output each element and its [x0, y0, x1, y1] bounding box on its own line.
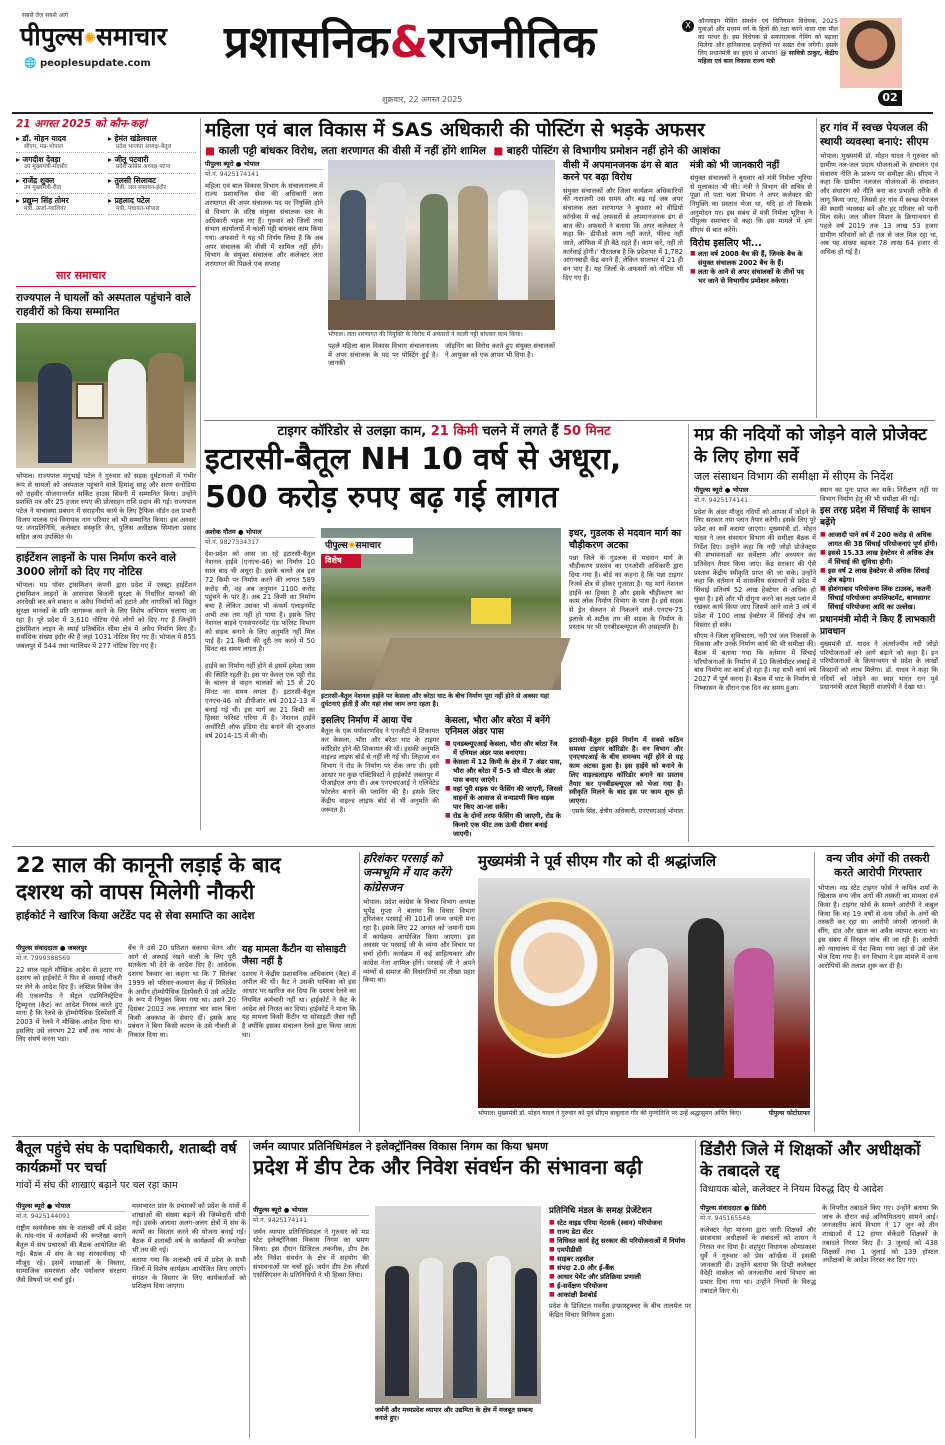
sas-subheads [205, 144, 721, 158]
who-where-name: ▸ हेमंत खंडेलवाल [108, 134, 157, 144]
who-where-entry [108, 196, 196, 215]
nh-col-5-text: पन्ना जिले के गुडलक से मदवान मार्ग के चौड़ीकरण प्रस्ताव का एनओसी अधिकारी द्वारा दिया गया है। बोर्ड का कहना है कि पन्ना टाइगर रिजर्व क्षेत्र से होकर गुजरता है। यह मार्ग नेशनल हाईवे का हिस्सा है और इसके चौड़ीकरण का काम लोक निर्माण विभाग के पास है। इसे सड़क से ड्रेन सेक्शन से निकलने वाले एनएच-75 इलाके से सटीक तय की सड़क के निर्माण के प्रस्ताव पर भी एनबीडब्ल्यूएल की असहमति है। [569, 553, 683, 632]
german-presentation-item: ■ स्टेट वाइड एरिया नेटवर्क (स्वान) परियोजना [549, 1219, 691, 1228]
saar-body-1: भोपाल। राज्यपाल मंगुभाई पटेल ने गुरुवार को सड़क दुर्घटनाओं में गंभीर रूप से घायलों को अस्पताल पहुंचाने वाले हिमांशु साहू और सरण सनोडिया को राहवीर योजनान्तर्गत सर्किट हाउस सिवनी में सम्मानित किया। उन्होंने प्रशस्ति पत्र और 25 हजार रुपए की प्रोत्साहन राशि प्रदान की गई। राज्यपाल पटेल ने याचाक्या प्रबंधन में सराहनीय कार्य के लिए ट्रैफिक वॉर्डन दल प्रभारी विजय मालक एवं विनायक नाग परिवार को भी सम्मानित किया। इस अवसर पर जनप्रतिनिधि, कलेक्टर संस्कृति जैन, पुलिस अधीक्षक सिमाला प्रसाद सहित अन्य उपस्थित थे। [16, 472, 196, 542]
rivers-deck: जल संसाधन विभाग की समीक्षा में सीएम के निर्देश [694, 470, 894, 484]
nh-underpass-item: ■ एनडब्ल्यूएआई केसला, भौरा और बरेठा रेंज में एनिमल अंडर पास बनाएगा। [445, 740, 563, 758]
who-where-title: 21 अगस्त 2025 को कौन-कहां [16, 118, 147, 130]
website-link[interactable] [24, 58, 151, 71]
nh-col-3-head: इसलिए निर्माण में आया पेंच [321, 716, 412, 726]
quote-text: ऑनलाइन मेमिंग संवर्धन एवं विनियमन विधेयक, 2025 युवाओं और मध्यम वर्ग के हितों की रक्षा करने वाला एक मील का पत्थर है। इस विधेयक से सकारात्मक गेमिंग को बढ़ावा मिलेगा और हानिकारक प्रवृत्तियों पर सख्त रोक लगेगी। इसके लिए प्रधानमंत्री का हृदय से आभार! @ सावित्री ठाकुर, केंद्रीय महिला एवं बाल विकास राज्य मंत्री [698, 18, 838, 66]
nh-photo-caption: इटारसी-बैतूल नेशनल हाईवे पर केसला और बरेठा घाट के बीच निर्माण पूरा नहीं होने से अक्सर यहां दुर्घटनाएं होती हैं और यहां लंबा जाम लगा रहता है। [321, 692, 549, 708]
case22-headline-1: 22 साल की कानूनी लड़ाई के बाद [16, 853, 281, 877]
nh-col-2: हाईवे का निर्माण नहीं होने से इसमें हमेशा जाम की स्थिति रहती है। इस पर केवल एक पट्टी रोड के चालन से वाहन चालकों को 15 से 20 मिनट का समय लगता है। इटारसी-बैतूल एनएच-46 को डीपीआर वर्ष 2012-13 में बनाई गई थी। इस मार्ग का 21 किमी का हिस्सा फॉरेस्ट एरिया में है। नेशनल हाईवे अथॉरिटी ऑफ इंडिया रोड बनाने की शुरुआत वर्ष 2014-15 में की थी। [205, 662, 315, 740]
date-line: शुक्रवार, 22 अगस्त 2025 [382, 95, 463, 104]
sangh-col-2 [132, 1202, 246, 1438]
german-col-end: प्रदेश के डिजिटल गवर्नेंस इन्फ्रास्ट्रक्चर के बीच तालमेल पर केंद्रित विचार विनिमय हुआ। [549, 1302, 691, 1319]
rivers-col-4-text: मुख्यमंत्री डॉ. यादव ने अंतर्राज्यीय नदी जोड़ो परियोजनाओं को आगे बढ़ाने को कहा है। इन परियोजनाओं के क्रियान्वयन से प्रदेश के लाखों किसानों को लाभ मिलेगा। डॉ. यादव ने कहा कि नदियों को जोड़ने का स्वप्न भारत रत्न पूर्व प्रधानमंत्री अटल बिहारी वाजपेयी ने देखा था। [820, 639, 938, 692]
who-where-name: ▸ जगदीश देवड़ा [16, 154, 61, 164]
nh-kicker-a: टाइगर कॉरिडोर से उलझा काम, [277, 424, 427, 439]
masthead [12, 10, 937, 110]
who-where-place: मंत्री, पंचायत-भोपाल [116, 205, 160, 212]
nh-col-1-text: देश-प्रदेश को आस जा रहे इटारसी-बैतूल नेशनल हाईवे (एनएच-46) का निर्माण 10 साल बाद भी अधूरा है। इसके चलते अब इस 72 किमी पर निर्माण करने की लागत 589 करोड़ थी, वह अब अनुमान 1100 करोड़ पहुंचने के पार है। अब 21 किमी का निर्माण बचा है लेकिन उसका भी कंफर्म एलाइनमेंट अभी तक तय नहीं हो पाया है। इसके लिए नेशनल बाइवे एनवायरनमेंट एंड फॉरेस्ट विभाग को सड़क बनाने के लिए अनुमति नहीं मिल पाई है। 21 किमी की दूरी तय करने में 50 मिनट का समय लगता है। [205, 549, 315, 654]
rivers-col-1-text: प्रदेश के अंदर मौजूद नदियों को आपस में जोड़ने के लिए सरकार नया प्लान तैयार करेगी। इसके लिए पूरे प्रदेश का सर्वे कराया जाएगा। मुख्यमंत्री डॉ. मोहन यादव ने जल संसाधन विभाग की समीक्षा बैठक में निर्देश दिए। उन्होंने कहा कि नदी जोड़ो प्रोजेक्ट्स की संभावनाओं का सर्वेक्षण और अध्ययन कर प्रतिवेदन तैयार किया जाए। केंद्र सरकार की ऐसे प्रस्ताव केंद्रीय स्वीकृति प्राप्त की जा सके। उन्होंने कहा कि वर्तमान में शासकीय संसाधनों से प्रदेश में सिंचाई प्रतिवर्ष 52 लाख हेक्टेयर से अधिक हो चुका है। इसे और भी दोगुना करने का लक्ष्य प्लान में रखकर कार्य किया जाए जिसमें आने वाले 3 वर्ष में प्रदेश में 100 लाख हेक्टेयर में सिंचाई क्षेत्र का विस्तार हो सके। [694, 507, 816, 629]
rivers-list-item: ■ आजादी पाने वर्ष में 200 करोड़ से अधिक लागत की 38 सिंचाई परियोजनाएं पूर्ण होंगी। [820, 531, 938, 549]
sas-col-5-text: संयुक्त संचालकों ने बुधवार को मंत्री निर्मला भूरिया से मुलाकात भी की। मंत्री ने विभाग की सचिव से पूछा तो पता चला विभाग ने अपर कलेक्टर की नियुक्ति का प्रस्ताव भेजा था, यदि हां तो किसके अनुमोदन पर। इस संबंध में मंत्री निर्मला भूरिया ने पीपुल्स समाचार से कहा कि इस मामले में हम सीएम से बात करेंगे। [690, 173, 812, 235]
sas-col-4 [563, 160, 683, 418]
sas-col-5 [690, 160, 812, 418]
who-where-place: मंत्री, जल संसाधन-इंदौर [116, 185, 166, 192]
nh-col-6 [569, 736, 683, 842]
nh-col-5 [569, 528, 683, 698]
dindori-deck: विधायक बोले, कलेक्टर ने नियम विरुद्ध दिए थे आदेश [700, 1183, 884, 1195]
german-presentation-item: ■ आधार पेमेंट और प्रतिक्रिया प्रणाली [549, 1273, 691, 1282]
brand-name-b: समाचार [95, 22, 167, 51]
who-where-entry [108, 155, 196, 174]
nh-mobile: मो.नं. 9827334317 [205, 537, 315, 547]
wildlife-body: भोपाल। मप्र स्टेट टाइगर फोर्स ने कपिल शर्मा के खिलाफ वन्य जीव अंगों की तस्करी का मामला दर्ज किया है। टाइगर फोर्स के सामने आरोपी ने कबूल किया कि वह 19 वर्षों से वन्य जीवों के अंगों की तस्करी कर रहा था। आरोपी जंगली जानवरों के सींग, दांत और खाल का अवैध व्यापार करता था। इस संबंध में विस्तृत जांच की जा रही है। आरोपी को न्यायालय में पेश किया गया जहां से उसे जेल भेज दिया गया है। वन विभाग ने इस मामले में अन्य आरोपियों की तलाश शुरू कर दी है। [818, 883, 938, 970]
who-where-place: उप मुख्यमंत्री-मंदसौर [24, 164, 68, 171]
german-presentation-item: ■ संपदा 2.0 और ई-बैंक [549, 1264, 691, 1273]
who-where-place: प्रदेश भाजपा अध्यक्ष-बैतूल [116, 143, 172, 150]
section-title-b: राजनीतिक [428, 17, 597, 68]
who-where-box [16, 118, 196, 266]
german-byline: पीपुल्स ब्यूरो ● भोपाल [253, 1206, 308, 1214]
sas-reason-list [690, 250, 812, 286]
tribute-photo [478, 878, 810, 1108]
wildlife-story [818, 852, 938, 1132]
nh-underpass-item: ■ रोड के दोनों तरफ फेंसिंग की जाएगी, रोड के किनारे एक फीट तक ऊंची दीवार बनाई जाएगी। [445, 812, 563, 839]
saar-headline-1: राज्यपाल ने घायलों को अस्पताल पहुंचाने वाले राहवीरों को किया सम्मानित [16, 291, 191, 318]
nh-underpass-item: ■ वहां पूरी सड़क पर फेंसिंग की जाएगी, जिससे वाहनों के आवाज से वन्यप्राणी बिना सड़क पार किए आ-जा सकें। [445, 785, 563, 812]
rivers-subhead: इस तरह प्रदेश में सिंचाई के साधन बढ़ेंगे [820, 506, 932, 528]
saar-label: सार समाचार [16, 268, 196, 287]
sangh-col-1-text: राष्ट्रीय स्वयंसेवक संघ के शताब्दी वर्ष में प्रदेश के गांव-गांव में कार्यक्रमों की रूपरेखा बनाने बैतूल में संघ प्रचारकों की बैठक आयोजित की गई। बैठक में संघ के सह सरकार्यवाह भी मौजूद रहे। इसमें शाखाओं के विस्तार, सामाजिक समरसता और पर्यावरण संरक्षण जैसे विषयों पर चर्चा हुई। [16, 1223, 126, 1284]
sas-col-3: जॉइनिंग का विरोध करते हुए संयुक्त संचालकों ने आयुक्त को एक ज्ञापन भी दिया है। [445, 342, 555, 359]
sas-byline: पीपुल्स ब्यूरो ● भोपाल [205, 160, 260, 168]
sangh-deck: गांवों में संघ की शाखाएं बढ़ाने पर चल रहा काम [16, 1179, 178, 1191]
dindori-col-1-text: कलेक्टर नेहा मारव्या द्वारा जारी शिक्षकों और छात्रावास अधीक्षकों के तबादलों को शासन ने निरस्त कर दिया है। शहपुरा विधायक ओमप्रकाश धुर्वे ने गुरुवार को प्रेस कॉन्फ्रेंस में इसकी जानकारी दी। उन्होंने बताया कि डिप्टी कलेक्टर वैदेही वास्केल को जनजातीय कार्य विभाग का प्रभार दिया गया था। उन्होंने नियमों के विरुद्ध तबादले किए थे। [700, 1225, 816, 1295]
nh-photo-brand: पीपुल्स✺समाचार [321, 538, 413, 554]
case22-col-3-head: यह मामला कैंटीन या सोसाइटी जैसा नहीं है [242, 944, 346, 967]
globe-icon: 🌐 [24, 58, 37, 69]
rivers-col-1 [694, 486, 816, 842]
tribute-story [478, 852, 810, 1132]
case22-mobile: मो.नं. 7999388569 [16, 953, 122, 963]
nh-underpass-list [445, 740, 563, 840]
rivers-mobile: मो.नं. 9425174141 [694, 495, 816, 505]
sas-protest-photo [328, 160, 555, 330]
who-where-place: उप मुख्यमंत्री-रीवा [24, 185, 62, 192]
german-headline: प्रदेश में डीप टेक और निवेश संवर्धन की संभावना बढ़ी [253, 1154, 643, 1179]
dindori-story [700, 1140, 938, 1438]
nh-col-3 [321, 716, 439, 842]
who-where-place: सीएम, मप्र-भोपाल [24, 143, 63, 150]
brand-logo [20, 20, 215, 54]
sangh-byline: पीपुल्स ब्यूरो ● भोपाल [16, 1202, 71, 1210]
case22-story [16, 852, 356, 1132]
case22-headline-2: दशरथ को वापस मिलेगी नौकरी [16, 880, 255, 905]
who-where-name: ▸ डॉ. मोहन यादव [16, 134, 67, 144]
who-where-entry [108, 176, 196, 195]
german-delegation-photo [375, 1206, 541, 1404]
saar-samachar [16, 268, 196, 828]
section-title [224, 14, 684, 74]
sas-col-1-text: महिला एवं बाल विकास विभाग के संचालनालय में राज्य प्रशासनिक सेवा की अधिकारी लता शरणागत की अपर संचालक पद पर नियुक्ति होने से विभाग के वरिष्ठ संयुक्त संचालक स्तर के अधिकारी भड़क गए हैं। गुरुवार को जिलों तथा संभाग कार्यालयों में काली पट्टी बांधकर काम किया गया। अफसरों ने यह भी निर्णय लिया है कि अब अपर संचालक की वीसी में शामिल नहीं होंगे। विभाग के संयुक्त संचालक और कलेक्टर लता शरणागत की पिछले एक सप्ताह [205, 181, 323, 269]
nh-col-3-text: बैतूल के एक पर्यावरणविद ने एनजीटी में शिकायत कर केसला, भौरा और बरेठा घाट के टाइगर कॉरिडोर होने की शिकायत की थी। इसकी अनुमति वाइल्ड लाइफ बोर्ड से नहीं ली गई थी। लिहाजा वन विभाग ने रोड के निर्माण पर रोक लगा दी। इसी आधार पर कुछ एक्टिविस्टों ने हाईकोर्ट जबलपुर में पीआईएल लगा दी। अब एनएचएआई ने एलिवेटेड फोरलेन बनाने की प्लानिंग की है। इसके लिए केंद्रीय वाइल्ड लाइफ बोर्ड से भी अनुमति की जरूरत है। [321, 727, 439, 814]
website-text: peoplesupdate.com [39, 58, 151, 69]
sas-mobile: मो.नं. 9425174141 [205, 169, 323, 179]
x-icon: X [682, 20, 694, 32]
nh-kicker-b: चलने में लगते हैं [482, 424, 559, 439]
nh-underpass-item: ■ केसला में 12 किमी के क्षेत्र में 7 अंडर पास, भौरा और बरेठा में 5-5 सौ मीटर के अंडर पास बनाए जाएंगे। [445, 758, 563, 785]
who-where-place: मंत्री, ऊर्जा-ग्वालियर [24, 205, 66, 212]
dindori-col-2: के विपरीत तबादले किए गए। उन्होंने बताया कि जांच के दौरान कई अनियमितताएं सामने आईं। जनजातीय कार्य विभाग ने 17 जुन को तीन शाखाओं में 12 हायर सेकेंडरी शिक्षकों के तबादले निरस्त किए हैं। 3 जुलाई को 438 शिक्षकों तथा 1 जुलाई को 139 हॉस्टल अधीक्षकों के आदेश निरस्त कर दिए गए। [822, 1204, 938, 1265]
sangh-mobile: मो.नं. 9425144091 [16, 1211, 126, 1221]
case22-col-1 [16, 944, 122, 1132]
rivers-headline: मप्र की नदियों को जोड़ने वाले प्रोजेक्ट के लिए होगा सर्वे [694, 425, 927, 468]
who-where-entry [108, 134, 196, 153]
nh-col-5-head: इधर, गुडलक से मदवान मार्ग का चौड़ीकरण अटका [569, 528, 682, 551]
tribute-headline: मुख्यमंत्री ने पूर्व सीएम गौर को दी श्रद्धांजलि [478, 852, 717, 870]
who-where-entry [16, 196, 104, 215]
rivers-story [694, 424, 938, 842]
nh-highway-photo [321, 528, 561, 690]
case22-col-1-text: 22 साल पहले मौखिक आदेश से हटाए गए दशरथ को हाईकोर्ट ने फिर से अस्थाई नौकरी पर लेने के आदेश दिए हैं। जस्टिस विवेक जैन की एकलपीठ ने सेंट्रल एडमिनिस्ट्रेटिव ट्रिब्यूनल (कैट) का आदेश निरस्त्र करते हुए माना है कि रेलवे के होम्योपैथिक डिस्पेंसरी में 2003 में रेलवे ने मौखिक आदेश दिया था। इसलिए उसे लगभग 22 वर्षों तक न्याय के लिए संघर्ष करना पड़ा। [16, 965, 122, 1044]
sas-reason-item: ■ लता के आने से अपर संचालकों के तीनों पद भर जाने से विभागीय प्रमोशन रुकेगा। [690, 268, 812, 286]
rivers-list-item: ■ इस वर्ष 2 लाख हेक्टेयर से अधिक सिंचाई क्षेत्र बढ़ेगा। [820, 567, 938, 585]
tribute-caption-text: भोपाल। मुख्यमंत्री डॉ. मोहन यादव ने गुरुवार को पूर्व सीएम बाबूलाल गौर की पुण्यतिथि पर उन्हें श्रद्धासुमन अर्पित किए। [478, 1110, 742, 1117]
german-body: जर्मन व्यापार प्रतिनिधिमंडल ने गुरुवार को मप्र स्टेट इलेक्ट्रॉनिक्स विकास निगम का भ्रमण किया। इस दौरान डिजिटल तकनीक, डीप टेक और निवेश संवर्धन के क्षेत्र में सहयोग की संभावनाओं पर चर्चा हुई। जर्मन डीप टेक लीडर्स एसोसिएशन के प्रतिनिधियों ने भी हिस्सा लिया। [253, 1227, 369, 1280]
rivers-byline: पीपुल्स ब्यूरो ● भोपाल [694, 486, 749, 494]
nh-col-6-sign: एसके सिंह, क्षेत्रीय अधिकारी, एनएचएआई भोपाल [571, 807, 683, 815]
sas-reason-item: ■ लता वर्ष 2008 बैच की हैं, जिनके बैच के संयुक्त संचालक 2002 बैच के हैं। [690, 250, 812, 268]
german-col-1 [253, 1206, 369, 1438]
water-story [820, 122, 938, 418]
who-where-name: ▸ तुलसी सिलावट [108, 175, 156, 185]
who-where-grid [16, 134, 196, 215]
case22-col-2: बेंच ने उसे 20 प्रतिशत बकाया वेतन और आगे से अस्थाई रखने वाली के लिए पूरी सतर्कता भी देने के आदेश दिए हैं। आवेदक दशरथ रैकवार का कहना था कि 7 सितंबर 1999 को परिवार-कल्याण केंद्र में मिथिलेश के अधीन होम्योपैथिक डिस्पेंसरी में उसे अटेंडेंट के रूप में नियुक्त किया गया था। उसने 20 दिसंबर 2003 तक लगातार चार साल बिना किसी अवकाश के सेवाएं दीं। इसके बाद प्रबंधन ने बिना किसी कारण के उसे नौकरी से निकाल दिया था। [128, 944, 236, 1040]
masthead-rule [12, 112, 933, 114]
wildlife-headline: वन्य जीव अंगों की तस्करी करते आरोपी गिरफ्तार [826, 852, 930, 880]
minister-portrait [840, 18, 902, 88]
governor-award-photo [16, 323, 196, 468]
tribute-caption [478, 1110, 810, 1118]
parsai-story [363, 852, 475, 1132]
sas-col-1 [205, 160, 323, 418]
rivers-list-item: ■ होशंगाबाद परियोजना लिंक टाउस्क, कतनी सिंचाई परियोजना अपलिफ्टमेंट, बाणसागर सिंचाई परियोजना आदि का उल्लेख। [820, 585, 938, 612]
brand-tagline: सबसे तेज़ सबसे आगे [22, 12, 69, 19]
quote-box [680, 16, 905, 106]
sas-col-4-text: संयुक्त संचालकों और जिला कार्यक्रम अधिकारियों की नाराजगी उस समय और बढ़ गई जब अपर संचालक लता शरणागत ने बुधवार को वीडियो कॉन्फ्रेंस में कई अफसरों से अपमानजनक ढंग से बात की। अफसरों ने बताया कि अपर कलेक्टर ने कहा कि- डीपीओ काम नहीं करते, फील्ड नहीं जाते, ऑफिस में ही बैठे रहते हैं। काम करें, नहीं तो कार्रवाई होगी।' गौरतलब है कि प्रदेशभर में 1,782 आंगनबाड़ी केंद्र बनने हैं, लेकिन सालभर में 21 ही बन पाए हैं। यह जिलों के अफसरों को नोटिस भी दिए गए हैं। [563, 186, 683, 282]
page-number: 02 [878, 90, 902, 106]
tribute-photo-credit: पीपुल्स फोटोग्राफर [768, 1110, 810, 1117]
who-where-entry [16, 155, 104, 174]
parsai-body: भोपाल। प्रदेश कांग्रेस के विचार विभाग अध्यक्ष भूपेंद्र गुप्ता ने बताया कि विचार विभाग हरिशंकर परसाई की 101वीं जन्म जयंती मना रहा है। इसके लिए 22 अगस्त को जमानी ग्राम में कार्यक्रम आयोजित किया जाएगा। इस अवसर पर परसाई जी के व्यंग्य और विचार पर चर्चा होगी। कार्यक्रम में कई साहित्यकार और कांग्रेस नेता शामिल होंगे। परसाई जी ने अपने व्यंग्यों से समाज की विसंगतियों पर तीखा प्रहार किया था। [363, 897, 475, 985]
rivers-list-item: ■ इससे 15.33 लाख हेक्टेयर से अधिक क्षेत्र में सिंचाई की सुविधा होगी। [820, 549, 938, 567]
sas-col-2: पहले महिला बाल विकास विभाग संचालनालय में अपर संचालक के पद पर पोस्टिंग हुई है। जानकी [328, 342, 438, 368]
sas-photo-caption: भोपाल। लता शरणागत की नियुक्ति के विरोध में अफसरों ने काली पट्टी बांधकर काम किया। [328, 331, 523, 338]
who-where-entry [16, 176, 104, 195]
sangh-headline: बैतूल पहुंचे संघ के पदाधिकारी, शताब्दी वर्ष कार्यक्रमों पर चर्चा [16, 1141, 237, 1176]
who-where-name: ▸ प्रहलाद पटेल [108, 196, 150, 206]
german-photo-caption: जर्मनी और मध्यप्रदेश व्यापार और उद्यमिता के क्षेत्र में मजबूत सम्बन्ध बनाते हुए। [375, 1406, 533, 1422]
nh-headline-2: 500 करोड़ रुपए बढ़ गई लागत [205, 480, 559, 516]
dindori-col-1 [700, 1204, 816, 1438]
sas-col-4-head: वीसी में अपमानजनक ढंग से बात करने पर बढ़ा विरोध [563, 160, 678, 184]
sas-col-5-head: मंत्री को भी जानकारी नहीं [690, 160, 780, 171]
dindori-headline: डिंडौरी जिले में शिक्षकों और अधीक्षकों के तबादले रद्द [700, 1140, 921, 1180]
case22-col-3-text: दशरथ ने केंद्रीय प्रशासनिक अधिकरण (कैट) में अपील की थी। कैट ने उसकी याचिका को इस आधार पर खारिज कर दिया कि दशरथ रेलवे का नियमित कर्मचारी नहीं था। हाईकोर्ट ने कैट के आदेश को निरस्त कर दिया। हाईकोर्ट ने माना कि यह मामला किसी कैंटीन या सोसाइटी जैसा नहीं है क्योंकि इसका संचालन रेलवे द्वारा किया जाता था। [242, 969, 356, 1039]
water-body: भोपाल। मुख्यमंत्री डॉ. मोहन यादव ने गुरुवार को ग्रामीण नल-जल प्रदाय योजनाओं के संचालन एवं संधारण नीति के प्रारूप पर समीक्षा की। सीएम ने कहा कि ग्रामीण नलजल योजनाओं के संचालन और संधारण को नीति बना कर प्रभावी तरीके से लागू किया जाए, जिससे हर गांव में स्वच्छ पेयजल की स्थायी व्यवस्था बने और हर परिवार को पानी मिल सके। जल जीवन मिशन के क्रियान्वयन से पहले वर्ष 2019 तक 13 लाख 53 हजार ग्रामीण परिवारों को ही नल से जल मिल रहा था, अब यह संख्या बढ़कर 78 लाख 64 हजार से अधिक हो गई है। [820, 152, 938, 257]
rivers-col-3-text: स्थान का पुनः प्राप्त कर सकें। निरीक्षण नहीं पर विभाग निर्माण हेतु की भी समीक्षा की गई। [820, 486, 938, 503]
sas-col-5-sub: विरोध इसलिए भी... [690, 237, 762, 249]
nh-story [205, 424, 683, 842]
nh-kicker [205, 424, 683, 440]
rivers-col-2-text: सीएम ने जिला सुविचारण, नदी एवं जल निकासों के विकास और उनके निर्माण कार्य की भी समीक्षा की। बैठक में बताया गया कि वर्तमान में सिंचाई परियोजनाओं के निर्माण में 10 किलोमीटर लंबाई में बांध निर्माण का कार्य हो रहा है। यह सभी कार्य वर्ष 2027 में पूर्ण करना है। बैठक में घाट के निर्माण से निष्कासन के दौरान एक दिन का समय हुआ। [694, 631, 816, 692]
german-mobile: मो.नं. 9425174141 [253, 1215, 369, 1225]
who-where-entry [16, 134, 104, 153]
rivers-list [820, 531, 938, 612]
nh-headline-1: इटारसी-बैतूल NH 10 वर्ष से अधूरा, [205, 442, 622, 478]
german-col-3 [549, 1206, 691, 1438]
nh-col-4 [445, 716, 563, 842]
parsai-headline: हरिशंकर परसाई को जन्मभूमि में याद करेंगे कांग्रेसजन [363, 852, 451, 894]
sangh-col-2-text: मध्यभारत प्रांत के प्रचारकों को प्रदेश के गांवों में शाखाओं की संख्या बढ़ाने की जिम्मेदारी सौंपी गई। इसके अलावा अलग-अलग क्षेत्रों में संघ के कार्यों का विस्तार करने की योजना बनाई गई। बैठक में शताब्दी वर्ष के कार्यक्रमों की रूपरेखा भी तय की गई। [132, 1202, 246, 1254]
gaur-portrait [494, 898, 614, 1058]
case22-byline: पीपुल्स संवाददाता ● जबलपुर [16, 944, 87, 952]
saar-headline-2: हाईटेंशन लाइनों के पास निर्माण करने वाले 3000 लोगों को दिए गए नोटिस [16, 547, 196, 579]
brand-name-a: पीपुल्स [20, 22, 84, 51]
section-ampersand: & [389, 17, 429, 68]
case22-deck: हाईकोर्ट ने खारिज किया अटेंडेंट पद से सेवा समाप्ति का आदेश [16, 909, 255, 922]
who-where-place: प्रदेश कांग्रेस अध्यक्ष-पटना [116, 164, 171, 171]
german-presentation-item: ■ ई-सर्वेक्षण परियोजना [549, 1282, 691, 1291]
quote-by: @ सावित्री ठाकुर, केंद्रीय महिला एवं बाल विकास राज्य मंत्री [698, 50, 838, 66]
nh-kicker-min: 50 मिनट [562, 424, 611, 439]
saar-body-2: भोपाल। मप्र पॉवर ट्रांसमिशन कंपनी द्वारा प्रदेश में एक्स्ट्रा हाईटेंशन ट्रांसमिशन लाइनों के आसपास बिजली सुरक्षा के निर्धारित मानकों की अनदेखी कर बने मकान व अवैध निर्माणों को हटाने और नागरिकों को विद्युत सुरक्षा मानकों के प्रति जागरूक करने के लिए विशेष अभियान चलाया जा रहा है। पूरे प्रदेश में 3,610 नोटिस ऐसे लोगों को दिए गए हैं जिन्होंने ट्रांसमिशन लाइन के स्थाई प्रतिबंधित सीमा क्षेत्र में अवैध निर्माण किए हैं। सर्वाधिक संख्या इंदौर की है जहां 1031 नोटिस दिए गए हैं। भोपाल में 855 जबलपुर में 544 तथा ग्वालियर में 277 नोटिस दिए गए हैं। [16, 581, 196, 650]
sas-subhead-1: ■ काली पट्टी बांधकर विरोध, लता शरणागत की वीसी में नहीं होंगे शामिल [205, 145, 486, 157]
sangh-story [16, 1140, 246, 1438]
sas-subhead-2: ■ बाहरी पोस्टिंग से विभागीय प्रमोशन नहीं होने की आशंका [493, 145, 720, 157]
who-where-name: ▸ राजेंद्र शुक्ल [16, 175, 55, 185]
dindori-byline: पीपुल्स संवाददाता ● डिंडौरी [700, 1204, 767, 1212]
rivers-subhead-2: प्रधानमंत्री मोदी ने किए हैं लाभकारी प्रावधान [820, 615, 936, 637]
nh-photo-tag: विशेष [321, 554, 361, 568]
nh-col-4-head: केसला, भौरा और बरेठा में बनेंगे एनिमल अंडर पास [445, 716, 551, 737]
sun-icon: ✺ [83, 29, 96, 47]
german-presentation-list [549, 1219, 691, 1300]
german-story [253, 1140, 691, 1438]
rivers-col-2 [820, 486, 938, 842]
sas-headline: महिला एवं बाल विकास में SAS अधिकारी की पोस्टिंग से भड़के अफसर [205, 119, 705, 141]
sas-story [205, 118, 721, 418]
german-presentation-item: ■ साइबर तहसील [549, 1255, 691, 1264]
nh-kicker-km: 21 किमी [430, 424, 478, 439]
nh-col-6-text: इटारसी-बैतूल हाईवे निर्माण में सबसे कठिन समस्या टाइगर कॉरिडोर है। वन विभाग और एनएचएआई के बीच समन्वय नहीं होने से यह काम अटका हुआ है। इस हाईवे को बनाने के लिए वाइल्डलाइफ कॉरिडोर बनाने का प्रस्ताव तैयार कर एनबीडब्ल्यूएल को भेजा गया है। स्वीकृति मिलने के बाद इस पर काम शुरू हो जाएगा। [569, 736, 683, 805]
section-title-a: प्रशासनिक [224, 17, 390, 68]
german-col-head: प्रतिनिधि मंडल के समक्ष प्रेजेंटेशन [549, 1206, 652, 1216]
german-presentation-item: ■ विधिवत कार्य हेतु सरकार की परियोजनाओं में निर्माण [549, 1237, 691, 1246]
sangh-col-1 [16, 1202, 126, 1438]
sangh-col-3-text: बताया गया कि शताब्दी वर्ष में प्रदेश के सभी जिलों में विशेष कार्यक्रम आयोजित किए जाएंगे। संगठन के विस्तार के लिए कार्यकर्ताओं को प्रशिक्षण दिया जाएगा। [132, 1256, 246, 1291]
who-where-name: ▸ प्रद्युम्न सिंह तोमर [16, 196, 69, 206]
german-presentation-item: ■ राज्य डेटा सेंटर [549, 1228, 691, 1237]
water-headline: हर गांव में स्वच्छ पेयजल की स्थायी व्यवस्था बनाएं: सीएम [820, 122, 929, 148]
nh-byline: अशोक गौतम ● भोपाल [205, 528, 262, 536]
german-kicker: जर्मन व्यापार प्रतिनिधिमंडल ने इलेक्ट्रॉनिक्स विकास निगम का किया भ्रमण [253, 1140, 548, 1153]
dindori-mobile: मो.नं. 945165548 [700, 1213, 816, 1223]
case22-col-3 [242, 944, 356, 1132]
who-where-name: ▸ जीतू पटवारी [108, 154, 149, 164]
german-presentation-item: ■ आकांक्षी डैशबोर्ड [549, 1291, 691, 1300]
german-presentation-item: ■ एमपीडीसी [549, 1246, 691, 1255]
